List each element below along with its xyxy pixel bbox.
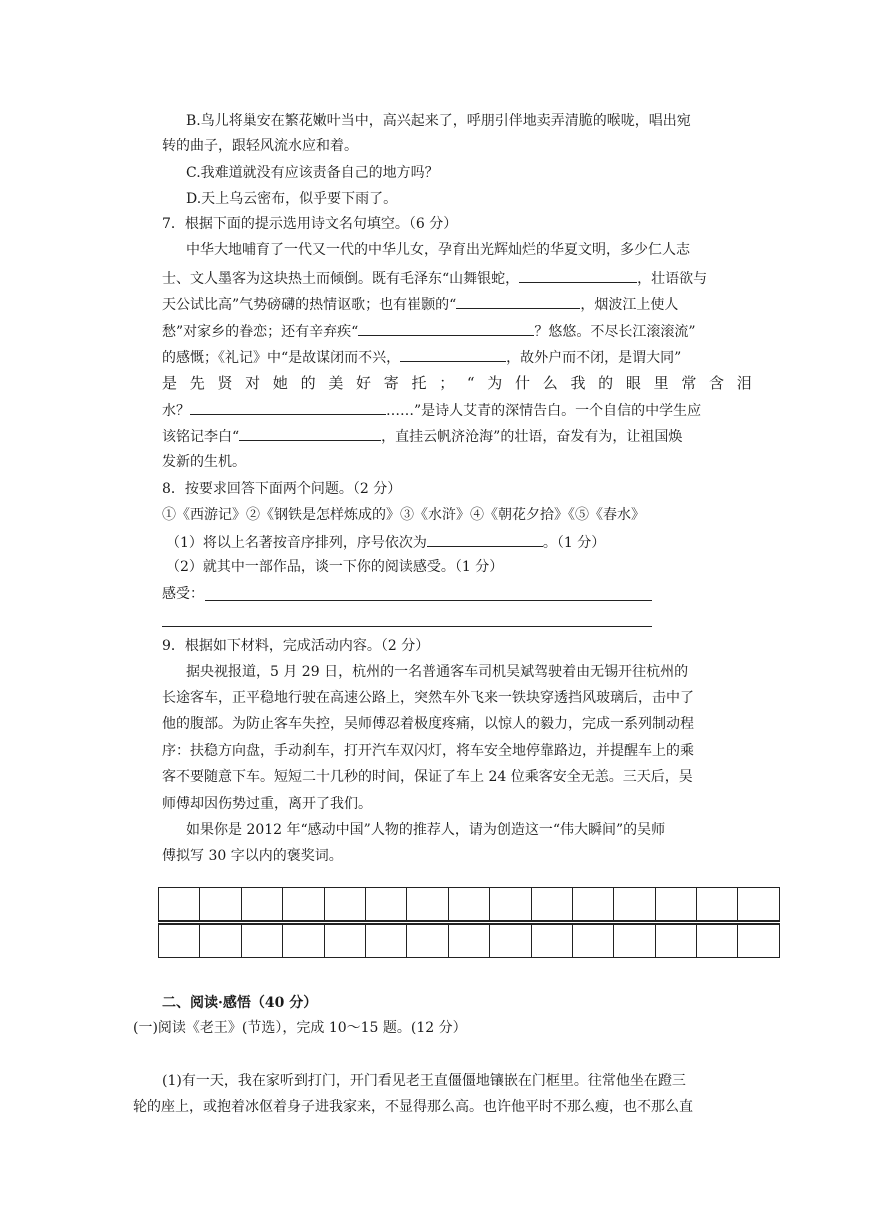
grid-row <box>159 888 780 923</box>
q7-text-2: 士、文人墨客为这块热土而倾倒。既有毛泽东“山舞银蛇， ，壮语欲与 <box>162 267 707 289</box>
grid-row <box>159 923 780 958</box>
grid-cell[interactable] <box>159 888 200 923</box>
grid-cell[interactable] <box>365 923 406 958</box>
grid-cell[interactable] <box>572 888 613 923</box>
grid-cell[interactable] <box>324 923 365 958</box>
grid-cell[interactable] <box>572 923 613 958</box>
grid-cell[interactable] <box>448 888 489 923</box>
q7-text-4: 愁”对家乡的眷恋；还有辛弃疾“ ？悠悠。不尽长江滚滚流” <box>162 320 696 342</box>
reading-text-2: 轮的座上，或抱着冰伛着身子进我家来，不显得那么高。也许他平时不那么瘦，也不那么直 <box>133 1099 693 1115</box>
question-8: 8．按要求回答下面两个问题。（2 分） <box>162 481 402 497</box>
fill-blank-order[interactable] <box>427 531 543 547</box>
q7-text-9: 发新的生机。 <box>162 454 246 470</box>
q8-feeling-label: 感受： <box>162 586 204 602</box>
grid-cell[interactable] <box>448 923 489 958</box>
q7-text-6: 是 先 贤 对 她 的 美 好 寄 托 ； “ 为 什 么 我 的 眼 里 常 含 泪 <box>162 374 752 392</box>
option-c: C.我难道就没有应该责备自己的地方吗？ <box>186 165 439 181</box>
fill-blank-3[interactable] <box>358 320 534 336</box>
grid-cell[interactable] <box>241 923 282 958</box>
q7-text-5: 的感慨；《礼记》中“是故谋闭而不兴， ，故外户而不闭，是谓大同” <box>162 346 681 368</box>
q7-text-8: 该铭记李白“ ，直挂云帆济沧海”的壮语，奋发有为，让祖国焕 <box>162 425 682 447</box>
q9-text-7: 如果你是 2012 年“感动中国”人物的推荐人，请为创造这一“伟大瞬间”的吴师 <box>186 822 666 838</box>
q9-text-1: 据央视报道，5 月 29 日，杭州的一名普通客车司机吴斌驾驶着由无锡开往杭州的 <box>186 664 689 680</box>
option-b-line1: B.鸟儿将巢安在繁花嫩叶当中，高兴起来了，呼朋引伴地卖弄清脆的喉咙，唱出宛 <box>186 113 691 129</box>
q7-text-1: 中华大地哺育了一代又一代的中华儿女，孕育出光辉灿烂的华夏文明，多少仁人志 <box>186 242 690 258</box>
grid-cell[interactable] <box>283 923 324 958</box>
fill-blank-5[interactable] <box>190 399 386 415</box>
grid-cell[interactable] <box>697 923 738 958</box>
q7-text-7: 水？ ……”是诗人艾青的深情告白。一个自信的中学生应 <box>162 399 701 421</box>
grid-cell[interactable] <box>738 888 780 923</box>
grid-cell[interactable] <box>407 923 448 958</box>
grid-cell[interactable] <box>490 888 531 923</box>
question-9: 9．根据如下材料，完成活动内容。（2 分） <box>162 638 430 654</box>
grid-cell[interactable] <box>283 888 324 923</box>
q9-text-8: 傅拟写 30 字以内的褒奖词。 <box>162 848 343 864</box>
fill-blank-4[interactable] <box>400 346 506 362</box>
grid-cell[interactable] <box>407 888 448 923</box>
grid-cell[interactable] <box>697 888 738 923</box>
grid-cell[interactable] <box>655 888 696 923</box>
grid-cell[interactable] <box>531 888 572 923</box>
grid-cell[interactable] <box>531 923 572 958</box>
q7-text-3: 天公试比高”气势磅礴的热情讴歌；也有崔颢的“ ，烟波江上使人 <box>162 293 678 315</box>
q9-text-4: 序：扶稳方向盘，手动刹车，打开汽车双闪灯，将车安全地停靠路边，并提醒车上的乘 <box>162 743 694 759</box>
q8-book-list: ①《西游记》②《钢铁是怎样炼成的》③《水浒》④《朝花夕拾》《⑤《春水》 <box>162 507 645 523</box>
grid-cell[interactable] <box>365 888 406 923</box>
fill-blank-1[interactable] <box>519 267 637 283</box>
q8-part2: （2）就其中一部作品，谈一下你的阅读感受。（1 分） <box>166 559 504 575</box>
grid-cell[interactable] <box>614 923 655 958</box>
answer-line-2[interactable] <box>162 626 652 627</box>
q9-text-2: 长途客车，正平稳地行驶在高速公路上，突然车外飞来一铁块穿透挡风玻璃后，击中了 <box>162 690 694 706</box>
question-7: 7．根据下面的提示选用诗文名句填空。（6 分） <box>162 216 458 232</box>
grid-cell[interactable] <box>324 888 365 923</box>
answer-line-1[interactable] <box>205 600 652 601</box>
q9-text-5: 客不要随意下车。短短二十几秒的时间，保证了车上 24 位乘客安全无恙。三天后，吴 <box>162 769 693 785</box>
section-2-title: 二、阅读·感悟（40 分） <box>162 995 318 1011</box>
q9-text-6: 师傅却因伤势过重，离开了我们。 <box>162 796 372 812</box>
grid-cell[interactable] <box>738 923 780 958</box>
subsection-1-title: (一)阅读《老王》(节选），完成 10～15 题。(12 分） <box>133 1020 467 1036</box>
reading-text-1: (1)有一天，我在家听到打门，开门看见老王直僵僵地镶嵌在门框里。往常他坐在蹬三 <box>162 1073 686 1089</box>
grid-cell[interactable] <box>490 923 531 958</box>
grid-cell[interactable] <box>200 888 241 923</box>
q9-text-3: 他的腹部。为防止客车失控，吴师傅忍着极度疼痛，以惊人的毅力，完成一系列制动程 <box>162 716 694 732</box>
grid-cell[interactable] <box>200 923 241 958</box>
fill-blank-6[interactable] <box>239 425 381 441</box>
grid-cell[interactable] <box>655 923 696 958</box>
grid-cell[interactable] <box>614 888 655 923</box>
option-b-line2: 转的曲子，跟轻风流水应和着。 <box>162 138 358 154</box>
grid-cell[interactable] <box>159 923 200 958</box>
option-d: D.天上乌云密布，似乎要下雨了。 <box>186 191 398 207</box>
q8-part1: （1）将以上名著按音序排列，序号依次为 。（1 分） <box>166 531 605 553</box>
answer-grid[interactable] <box>158 887 780 958</box>
grid-cell[interactable] <box>241 888 282 923</box>
fill-blank-2[interactable] <box>456 293 580 309</box>
